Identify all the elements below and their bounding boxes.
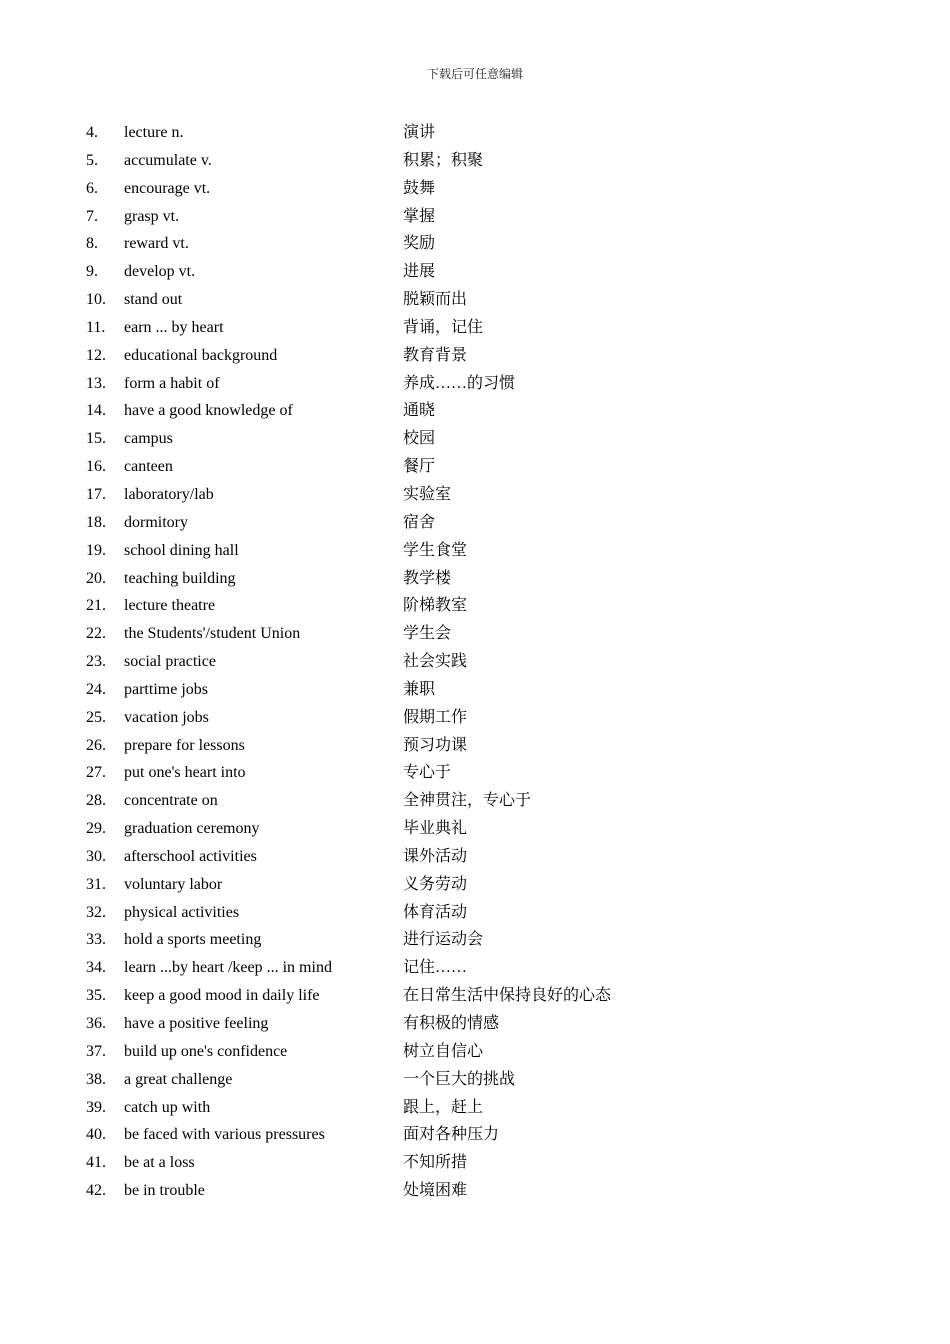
vocab-term: campus xyxy=(124,430,173,448)
vocab-row xyxy=(86,286,786,314)
vocab-number: 23. xyxy=(86,653,106,671)
vocab-number: 24. xyxy=(86,680,106,698)
vocab-meaning: 演讲 xyxy=(403,124,436,141)
vocab-meaning: 专心于 xyxy=(403,764,452,782)
vocab-row xyxy=(86,258,786,286)
vocab-meaning: 学生会 xyxy=(403,625,452,643)
vocab-row xyxy=(86,954,786,982)
vocab-row xyxy=(86,1038,786,1066)
vocab-list xyxy=(86,119,786,1205)
vocab-row xyxy=(86,175,786,203)
vocab-term: have a positive feeling xyxy=(124,1015,269,1032)
vocab-meaning: 进行运动会 xyxy=(403,931,484,949)
vocab-term: encourage vt. xyxy=(124,179,211,197)
vocab-term: develop vt. xyxy=(124,263,196,281)
vocab-number: 18. xyxy=(86,513,106,531)
vocab-number: 17. xyxy=(86,485,106,503)
vocab-meaning: 餐厅 xyxy=(403,458,436,476)
vocab-row xyxy=(86,397,786,425)
vocab-meaning: 课外活动 xyxy=(403,847,468,865)
vocab-term: vacation jobs xyxy=(124,708,209,726)
vocab-meaning: 背诵，记住 xyxy=(403,318,484,336)
vocab-term: catch up with xyxy=(124,1098,211,1116)
vocab-meaning: 养成……的习惯 xyxy=(403,374,516,392)
vocab-meaning: 面对各种压力 xyxy=(403,1126,500,1144)
vocab-term: put one's heart into xyxy=(124,764,246,782)
vocab-number: 11. xyxy=(86,318,106,336)
vocab-row xyxy=(86,1094,786,1122)
vocab-term: voluntary labor xyxy=(124,875,223,893)
vocab-meaning: 预习功课 xyxy=(403,736,468,754)
vocab-term: educational background xyxy=(124,346,278,364)
vocab-row xyxy=(86,537,786,565)
vocab-term: lecture n. xyxy=(124,124,184,141)
vocab-row xyxy=(86,704,786,732)
vocab-term: stand out xyxy=(124,291,183,309)
vocab-number: 8. xyxy=(86,235,98,253)
vocab-term: be faced with various pressures xyxy=(124,1126,325,1144)
vocab-number: 34. xyxy=(86,959,106,977)
vocab-meaning: 假期工作 xyxy=(403,708,468,726)
vocab-term: be in trouble xyxy=(124,1182,205,1200)
vocab-row xyxy=(86,620,786,648)
vocab-term: the Students'/student Union xyxy=(124,625,301,643)
vocab-number: 9. xyxy=(86,263,98,281)
vocab-meaning: 记住…… xyxy=(403,959,468,977)
vocab-row xyxy=(86,592,786,620)
vocab-term: hold a sports meeting xyxy=(124,931,262,949)
vocab-term: form a habit of xyxy=(124,374,220,392)
vocab-number: 26. xyxy=(86,736,106,754)
vocab-meaning: 脱颖而出 xyxy=(403,291,468,309)
vocab-meaning: 积累；积聚 xyxy=(403,151,484,169)
vocab-row xyxy=(86,481,786,509)
vocab-meaning: 有积极的情感 xyxy=(403,1015,500,1032)
vocab-number: 21. xyxy=(86,597,106,615)
vocab-row xyxy=(86,648,786,676)
vocab-meaning: 阶梯教室 xyxy=(403,597,468,615)
vocab-number: 14. xyxy=(86,402,106,420)
vocab-term: teaching building xyxy=(124,569,236,587)
vocab-term: canteen xyxy=(124,458,173,476)
vocab-row xyxy=(86,815,786,843)
vocab-number: 31. xyxy=(86,875,106,893)
vocab-row xyxy=(86,843,786,871)
vocab-term: earn ... by heart xyxy=(124,318,224,336)
vocab-term: learn ...by heart /keep ... in mind xyxy=(124,959,332,977)
vocab-meaning: 教育背景 xyxy=(403,346,468,364)
vocab-meaning: 学生食堂 xyxy=(403,541,468,559)
vocab-term: prepare for lessons xyxy=(124,736,245,754)
vocab-meaning: 教学楼 xyxy=(403,569,452,587)
vocab-number: 15. xyxy=(86,430,106,448)
vocab-number: 20. xyxy=(86,569,106,587)
vocab-meaning: 树立自信心 xyxy=(403,1042,484,1060)
vocab-term: afterschool activities xyxy=(124,847,257,865)
vocab-row xyxy=(86,342,786,370)
vocab-number: 4. xyxy=(86,124,98,141)
vocab-term: build up one's confidence xyxy=(124,1042,288,1060)
vocab-row xyxy=(86,787,786,815)
vocab-row xyxy=(86,314,786,342)
vocab-number: 5. xyxy=(86,151,98,169)
vocab-term: concentrate on xyxy=(124,792,218,810)
vocab-row xyxy=(86,899,786,927)
vocab-meaning: 校园 xyxy=(403,430,436,448)
vocab-term: accumulate v. xyxy=(124,151,212,169)
vocab-row xyxy=(86,453,786,481)
vocab-meaning: 跟上，赶上 xyxy=(403,1098,484,1116)
vocab-term: social practice xyxy=(124,653,216,671)
vocab-row xyxy=(86,1066,786,1094)
vocab-row xyxy=(86,425,786,453)
vocab-number: 39. xyxy=(86,1098,106,1116)
vocab-term: reward vt. xyxy=(124,235,189,253)
vocab-meaning: 不知所措 xyxy=(403,1154,468,1172)
vocab-row xyxy=(86,230,786,258)
vocab-meaning: 毕业典礼 xyxy=(403,820,468,838)
vocab-meaning: 掌握 xyxy=(403,207,436,225)
vocab-term: lecture theatre xyxy=(124,597,216,615)
vocab-row xyxy=(86,147,786,175)
vocab-number: 37. xyxy=(86,1042,106,1060)
vocab-number: 32. xyxy=(86,903,106,921)
vocab-row xyxy=(86,1121,786,1149)
vocab-number: 41. xyxy=(86,1154,106,1172)
vocab-number: 27. xyxy=(86,764,106,782)
vocab-number: 30. xyxy=(86,847,106,865)
vocab-number: 19. xyxy=(86,541,106,559)
vocab-number: 38. xyxy=(86,1070,106,1088)
vocab-term: have a good knowledge of xyxy=(124,402,293,420)
vocab-meaning: 体育活动 xyxy=(403,903,468,921)
vocab-meaning: 实验室 xyxy=(403,485,452,503)
vocab-term: grasp vt. xyxy=(124,207,180,225)
vocab-row xyxy=(86,926,786,954)
vocab-meaning: 宿舍 xyxy=(403,513,436,531)
vocab-meaning: 义务劳动 xyxy=(403,875,468,893)
vocab-number: 13. xyxy=(86,374,106,392)
page-header: 下载后可任意编辑 xyxy=(426,67,523,81)
vocab-term: graduation ceremony xyxy=(124,820,260,838)
vocab-number: 12. xyxy=(86,346,106,364)
vocab-number: 7. xyxy=(86,207,98,225)
vocab-meaning: 全神贯注，专心于 xyxy=(403,792,532,810)
vocab-row xyxy=(86,871,786,899)
vocab-number: 42. xyxy=(86,1182,106,1200)
vocab-number: 25. xyxy=(86,708,106,726)
vocab-number: 33. xyxy=(86,931,106,949)
vocab-row xyxy=(86,759,786,787)
vocab-term: school dining hall xyxy=(124,541,239,559)
vocab-row xyxy=(86,982,786,1010)
vocab-number: 6. xyxy=(86,179,98,197)
vocab-term: physical activities xyxy=(124,903,240,921)
vocab-row xyxy=(86,732,786,760)
vocab-number: 29. xyxy=(86,820,106,838)
vocab-meaning: 兼职 xyxy=(403,680,436,698)
vocab-term: parttime jobs xyxy=(124,680,208,698)
vocab-row xyxy=(86,370,786,398)
vocab-row xyxy=(86,119,786,147)
vocab-term: keep a good mood in daily life xyxy=(124,987,320,1005)
vocab-meaning: 通晓 xyxy=(403,402,436,420)
vocab-number: 35. xyxy=(86,987,106,1005)
vocab-meaning: 鼓舞 xyxy=(403,179,436,197)
vocab-meaning: 进展 xyxy=(403,263,436,281)
vocab-row xyxy=(86,203,786,231)
vocab-number: 28. xyxy=(86,792,106,810)
vocab-number: 10. xyxy=(86,291,106,309)
vocab-term: be at a loss xyxy=(124,1154,195,1172)
vocab-meaning: 在日常生活中保持良好的心态 xyxy=(403,987,612,1005)
vocab-number: 40. xyxy=(86,1126,106,1144)
vocab-number: 16. xyxy=(86,458,106,476)
vocab-meaning: 奖励 xyxy=(403,235,436,253)
vocab-number: 36. xyxy=(86,1015,106,1032)
vocab-number: 22. xyxy=(86,625,106,643)
vocab-row xyxy=(86,1149,786,1177)
vocab-term: laboratory/lab xyxy=(124,485,214,503)
vocab-term: a great challenge xyxy=(124,1070,233,1088)
vocab-term: dormitory xyxy=(124,513,188,531)
vocab-meaning: 处境困难 xyxy=(403,1182,468,1200)
vocab-row xyxy=(86,565,786,593)
vocab-row xyxy=(86,1010,786,1038)
vocab-meaning: 社会实践 xyxy=(403,653,468,671)
vocab-row xyxy=(86,676,786,704)
vocab-meaning: 一个巨大的挑战 xyxy=(403,1070,516,1088)
vocab-row xyxy=(86,1177,786,1205)
vocab-row xyxy=(86,509,786,537)
